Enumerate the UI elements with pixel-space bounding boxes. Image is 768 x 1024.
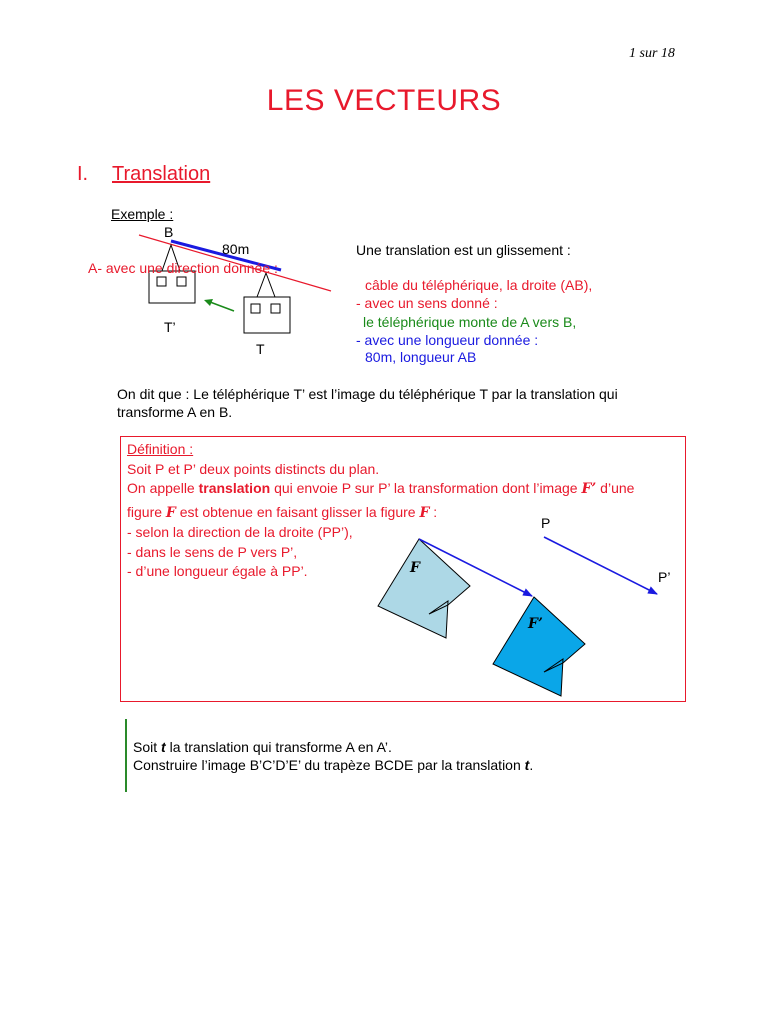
- explanation-sense: le téléphérique monte de A vers B,: [363, 314, 577, 330]
- label-f: F: [410, 560, 420, 576]
- section-number: I.: [77, 163, 89, 185]
- on-dit-prefix: On dit que :: [117, 386, 190, 402]
- definition-text-part: qui envoie P sur P’ la transformation dont l’image: [270, 480, 582, 496]
- figure-f-symbol: F: [165, 504, 176, 521]
- explanation-direction: câble du téléphérique, la droite (AB),: [365, 277, 593, 293]
- translation-t-symbol: t: [524, 757, 530, 773]
- section-label: Translation: [112, 163, 211, 185]
- direction-line: A- avec une direction donnée :: [88, 260, 278, 276]
- page-number: 1 sur 18: [629, 46, 675, 61]
- label-p-prime: P’: [658, 569, 671, 585]
- definition-text-part: d’une: [596, 480, 635, 496]
- figure-f-prime-symbol: F’: [581, 481, 597, 497]
- exercise-line-1: [133, 739, 392, 755]
- on-dit-text: Le téléphérique T’ est l’image du téléphérique T par la translation qui: [189, 386, 618, 402]
- figure-f: [378, 539, 470, 638]
- definition-text-part: figure: [127, 503, 166, 520]
- definition-text-part: est obtenue en faisant glisser la figure: [175, 503, 420, 520]
- exercise-text-part: la translation qui transforme A en A’.: [165, 739, 392, 755]
- example-heading: Exemple :: [111, 206, 174, 222]
- definition-line-1: Soit P et P’ deux points distincts du plan.: [127, 460, 380, 477]
- on-dit-line-2: transforme A en B.: [117, 404, 233, 420]
- figure-f-prime: [493, 597, 585, 696]
- exercise-text-part: Construire l’image B’C’D’E’ du trapèze BCDE par la translation: [133, 757, 525, 773]
- definition-bullet-3: - d’une longueur égale à PP’.: [127, 563, 308, 579]
- page-title: LES VECTEURS: [266, 84, 502, 117]
- explanation-length: 80m, longueur AB: [365, 349, 477, 365]
- label-f-prime: F’: [528, 616, 543, 632]
- translation-t-symbol: t: [161, 739, 166, 755]
- definition-keyword: translation: [198, 480, 271, 496]
- definition-bullet-1: - selon la direction de la droite (PP’),: [127, 524, 353, 540]
- label-t-prime: T’: [164, 319, 176, 335]
- label-b: B: [164, 224, 174, 240]
- figure-f-symbol: F: [419, 504, 430, 521]
- explanation-intro: Une translation est un glissement :: [356, 242, 571, 258]
- exercise-line-2: [133, 757, 533, 773]
- definition-bullet-2: - dans le sens de P vers P’,: [127, 543, 298, 560]
- label-80m: 80m: [222, 241, 250, 257]
- label-t: T: [256, 341, 265, 357]
- explanation-sense-heading: - avec un sens donné :: [356, 295, 498, 311]
- vector-pp-prime: [544, 537, 657, 594]
- exercise-text-part: .: [529, 757, 534, 773]
- exercise-bar: [125, 719, 127, 792]
- explanation-length-heading: - avec une longueur donnée :: [356, 332, 539, 348]
- definition-heading: Définition :: [127, 441, 194, 457]
- definition-text-part: :: [429, 503, 438, 520]
- definition-text-part: On appelle: [127, 480, 199, 496]
- label-p: P: [541, 515, 551, 531]
- exercise-text-part: Soit: [133, 739, 162, 755]
